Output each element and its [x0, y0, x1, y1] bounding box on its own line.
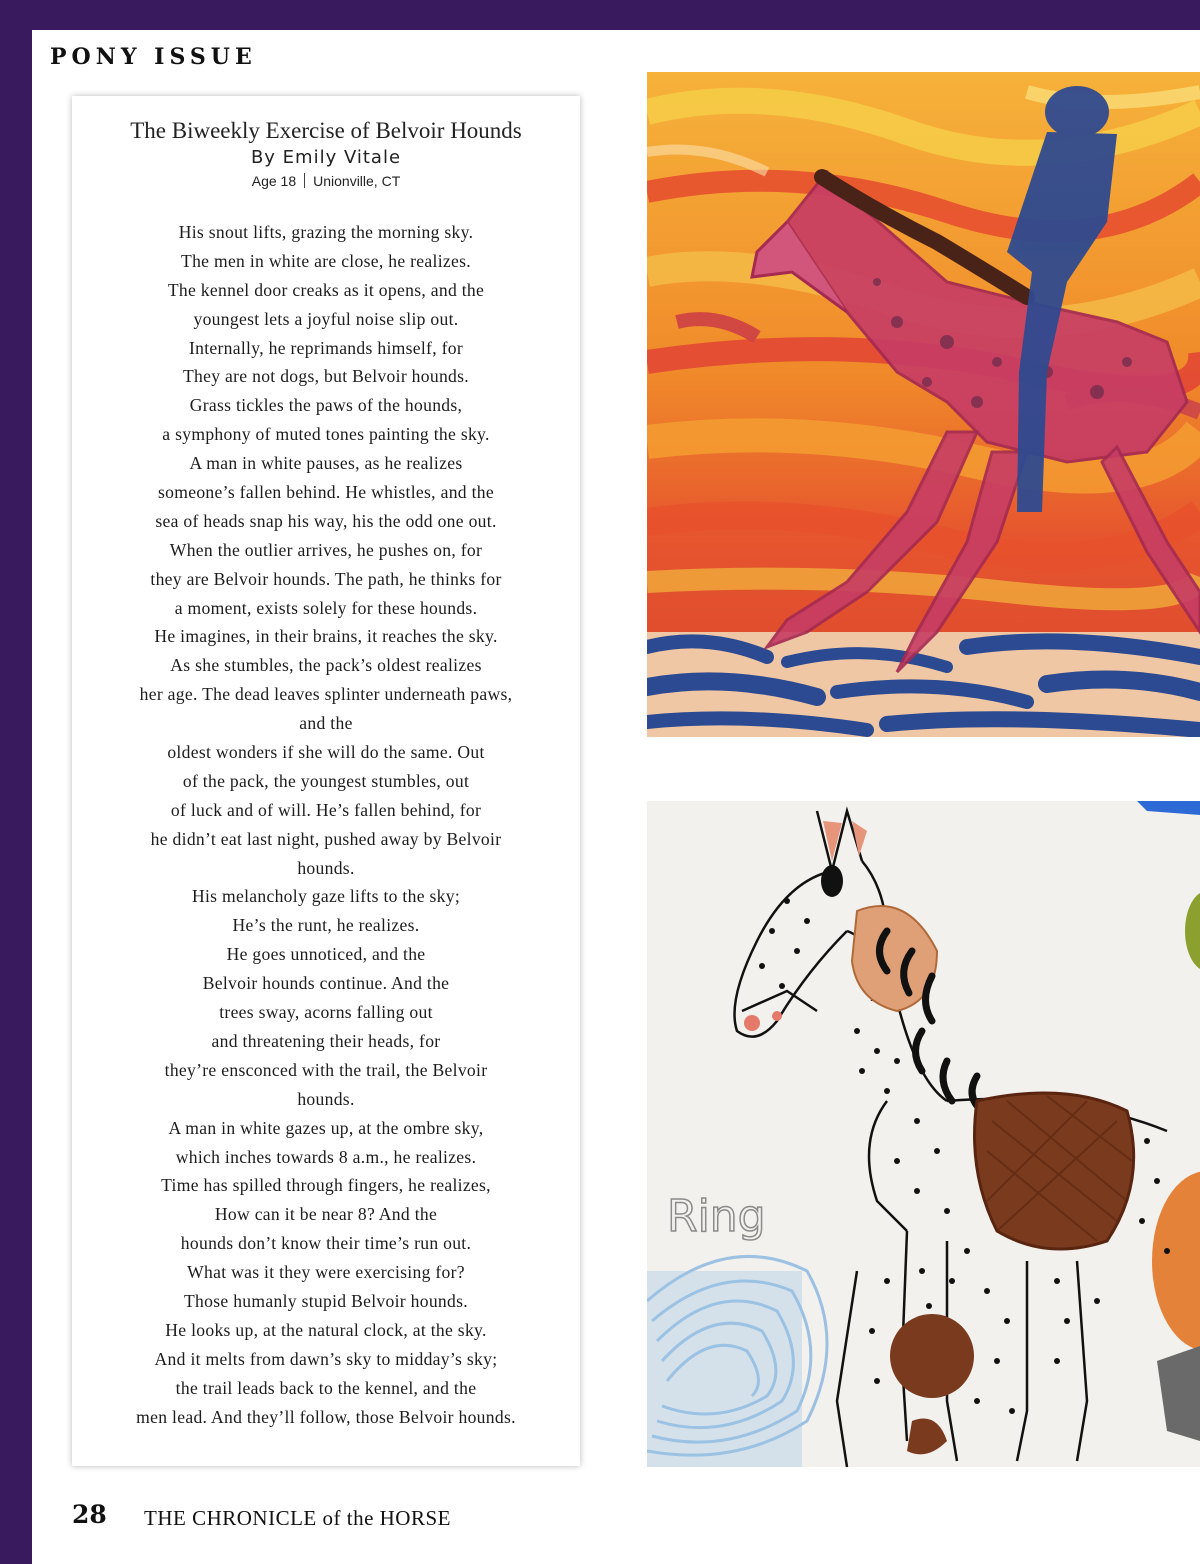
- poem-line: When the outlier arrives, he pushes on, for: [169, 539, 483, 560]
- magazine-name: THE CHRONICLE of the HORSE: [144, 1506, 451, 1530]
- section-label: PONY ISSUE: [50, 44, 257, 70]
- poem-line: oldest wonders if she will do the same. Out: [167, 742, 485, 763]
- painting-canvas: [647, 72, 1200, 737]
- poem-line: As she stumbles, the pack’s oldest realizes: [170, 655, 482, 676]
- poem-line: Time has spilled through fingers, he realizes,: [161, 1175, 491, 1196]
- poem-line: sea of heads snap his way, his the odd one out.: [155, 510, 497, 531]
- poem-line: He goes unnoticed, and the: [226, 944, 426, 965]
- poem-line: He imagines, in their brains, it reaches the sky.: [154, 626, 498, 647]
- poem-line: They are not dogs, but Belvoir hounds.: [182, 366, 470, 387]
- poem-line: He looks up, at the natural clock, at the sky.: [165, 1319, 487, 1340]
- spotted-horse-drawing: [647, 801, 1200, 1467]
- poem-line: His snout lifts, grazing the morning sky.: [178, 222, 474, 242]
- poem-line: and the: [299, 713, 353, 734]
- poem-line: someone’s fallen behind. He whistles, and the: [158, 482, 494, 503]
- poem-line: they are Belvoir hounds. The path, he thinks for: [150, 568, 502, 589]
- poem-line: A man in white pauses, as he realizes: [189, 453, 463, 474]
- poem-line: The kennel door creaks as it opens, and the: [167, 279, 485, 300]
- poem-line: men lead. And they’ll follow, those Belvoir hounds.: [136, 1406, 516, 1427]
- poem-line: His melancholy gaze lifts to the sky;: [191, 886, 461, 907]
- author-age: Age 18: [251, 173, 297, 189]
- poem-line: and threatening their heads, for: [211, 1030, 441, 1051]
- author-location: Unionville, CT: [313, 173, 401, 189]
- page-number: 28: [72, 1500, 107, 1529]
- meta-divider: [304, 173, 305, 188]
- poem-line: he didn’t eat last night, pushed away by Belvoir: [150, 828, 502, 849]
- horse-rider-painting: [647, 72, 1200, 737]
- poem-body: [72, 218, 580, 1431]
- poem-line: hounds.: [297, 1088, 355, 1109]
- poem-line: youngest lets a joyful noise slip out.: [193, 308, 459, 329]
- poem-card: [72, 96, 580, 1466]
- poem-line: Belvoir hounds continue. And the: [202, 973, 450, 994]
- poem-line: the trail leads back to the kennel, and the: [175, 1377, 477, 1398]
- poem-line: Those humanly stupid Belvoir hounds.: [184, 1290, 468, 1311]
- poem-line: which inches towards 8 a.m., he realizes.: [175, 1146, 477, 1167]
- poem-line: hounds.: [297, 857, 355, 878]
- magazine-page: [32, 30, 1200, 1564]
- poem-line: they’re ensconced with the trail, the Belvoir: [164, 1059, 488, 1080]
- poem-line: He’s the runt, he realizes.: [232, 915, 420, 936]
- poem-line: Grass tickles the paws of the hounds,: [189, 395, 463, 416]
- poem-line: hounds don’t know their time’s run out.: [180, 1233, 472, 1254]
- poem-line: of luck and of will. He’s fallen behind, for: [170, 799, 482, 820]
- poem-line: a moment, exists solely for these hounds.: [174, 597, 478, 618]
- poem-line: What was it they were exercising for?: [187, 1262, 465, 1283]
- poem-meta: [72, 173, 580, 189]
- poem-line: her age. The dead leaves splinter underneath paws,: [139, 684, 513, 705]
- poem-line: A man in white gazes up, at the ombre sky,: [168, 1117, 484, 1138]
- poem-line: trees sway, acorns falling out: [219, 1002, 433, 1023]
- poem-line: Internally, he reprimands himself, for: [188, 337, 464, 358]
- drawing-canvas: [647, 801, 1200, 1467]
- poem-line: a symphony of muted tones painting the sky.: [162, 424, 490, 445]
- drawing-handwriting: Ring: [667, 1191, 766, 1242]
- poem-author: By Emily Vitale: [250, 147, 402, 168]
- poem-line: And it melts from dawn’s sky to midday’s sky;: [154, 1348, 498, 1369]
- poem-line: The men in white are close, he realizes.: [181, 250, 471, 271]
- poem-title: The Biweekly Exercise of Belvoir Hounds: [130, 118, 522, 143]
- poem-line: of the pack, the youngest stumbles, out: [182, 770, 470, 791]
- poem-line: How can it be near 8? And the: [214, 1204, 438, 1225]
